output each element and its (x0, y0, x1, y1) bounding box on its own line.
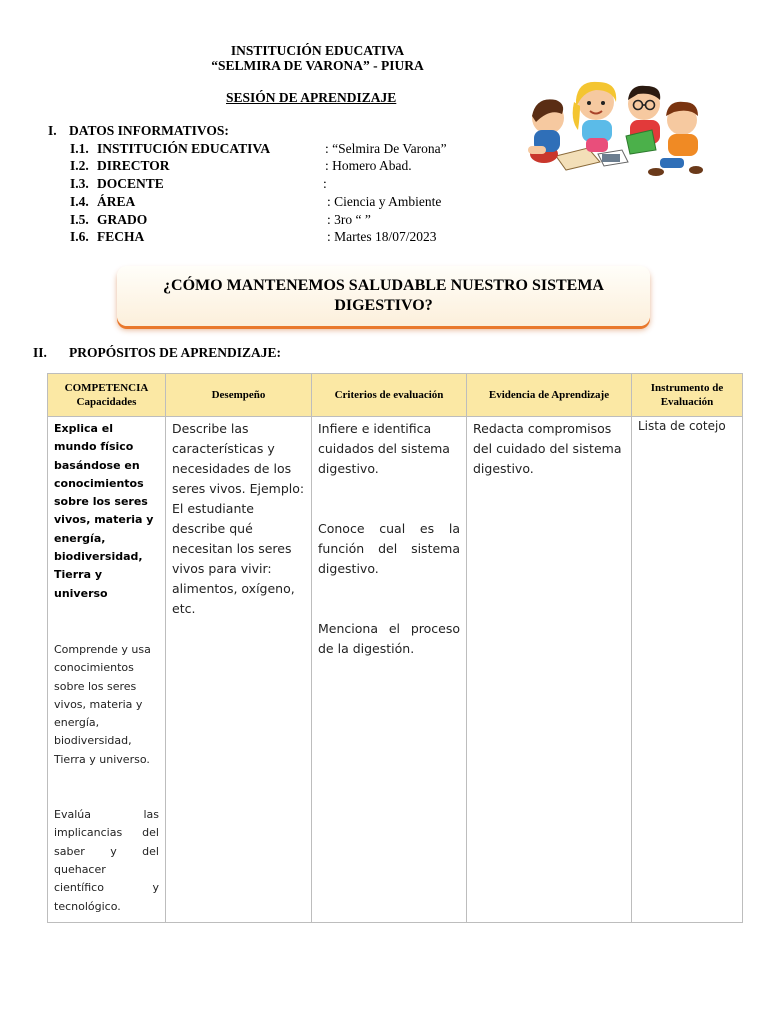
criterio-item: Infiere e identifica cuidados del sistema digestivo. (318, 421, 450, 476)
criterio-item: Conoce cual es la función del sistema digestivo. (318, 521, 460, 576)
section-2-title: PROPÓSITOS DE APRENDIZAJE: (69, 345, 282, 360)
info-code: I.4. (70, 194, 89, 209)
info-label: DOCENTE (97, 176, 164, 191)
criterios-cell (312, 417, 467, 923)
header-desempeno: Desempeño (166, 374, 312, 417)
info-value: : 3ro “ ” (327, 212, 371, 227)
info-label: FECHA (97, 229, 145, 244)
header-criterios: Criterios de evaluación (312, 374, 467, 417)
instrumento-cell (632, 417, 743, 923)
competencia-cell (48, 417, 166, 923)
lesson-title-box (117, 266, 650, 326)
info-label: GRADO (97, 212, 148, 227)
evidencia-cell (467, 417, 632, 923)
info-row-area (0, 194, 768, 212)
info-value: : Ciencia y Ambiente (327, 194, 442, 209)
header-competencia-line1: COMPETENCIA (64, 382, 149, 394)
lesson-title: ¿CÓMO MANTENEMOS SALUDABLE NUESTRO SISTEMA DIGESTIVO? (163, 277, 604, 314)
competencia-text: Explica el mundo físico basándose en conocimientos sobre los seres vivos, materia y energía, biodiversidad, Tierra y universo (54, 422, 154, 600)
info-label: DIRECTOR (97, 158, 170, 173)
info-label: ÁREA (97, 194, 136, 209)
capacidad-item: Comprende y usa conocimientos sobre los seres vivos, materia y energía, biodiversidad, Tierra y universo. (54, 642, 151, 766)
header-instrumento: Instrumento de Evaluación (632, 374, 743, 417)
evidencia-text: Redacta compromisos del cuidado del sistema digestivo. (473, 421, 622, 476)
info-row-fecha (0, 229, 768, 247)
session-title: SESIÓN DE APRENDIZAJE (226, 90, 397, 105)
info-value: : (323, 176, 327, 191)
header-evidencia: Evidencia de Aprendizaje (467, 374, 632, 417)
header-competencia (48, 374, 166, 417)
institution-heading: INSTITUCIÓN EDUCATIVA (230, 43, 405, 58)
info-value: : “Selmira De Varona” (325, 141, 447, 156)
section-1-title: DATOS INFORMATIVOS: (69, 123, 229, 138)
learning-purposes-table (47, 373, 743, 923)
criterio-item: Menciona el proceso de la digestión. (318, 621, 460, 656)
info-code: I.5. (70, 212, 89, 227)
capacidad-item: Evalúa las implicancias del saber y del quehacer científico y tecnológico. (54, 808, 159, 913)
desempeno-cell (166, 417, 312, 923)
school-name-heading: “SELMIRA DE VARONA” - PIURA (211, 58, 424, 73)
info-value: : Martes 18/07/2023 (327, 229, 437, 244)
table-header-row (48, 374, 743, 417)
children-reading-illustration (526, 78, 704, 180)
table-row (48, 417, 743, 923)
info-code: I.3. (70, 176, 89, 191)
info-code: I.2. (70, 158, 89, 173)
info-row-grado (0, 212, 768, 230)
info-label: INSTITUCIÓN EDUCATIVA (97, 141, 271, 156)
desempeno-text: Describe las características y necesidades de los seres vivos. Ejemplo: El estudiante describe qué necesitan los seres vivos para vivir: alimentos, oxígeno, etc. (172, 421, 305, 616)
info-value: : Homero Abad. (325, 158, 412, 173)
section-1-numeral: I. (48, 123, 57, 138)
info-code: I.1. (70, 141, 89, 156)
info-code: I.6. (70, 229, 89, 244)
instrumento-text: Lista de cotejo (638, 419, 726, 433)
section-2-numeral: II. (33, 345, 47, 360)
header-competencia-line2: Capacidades (76, 396, 137, 408)
